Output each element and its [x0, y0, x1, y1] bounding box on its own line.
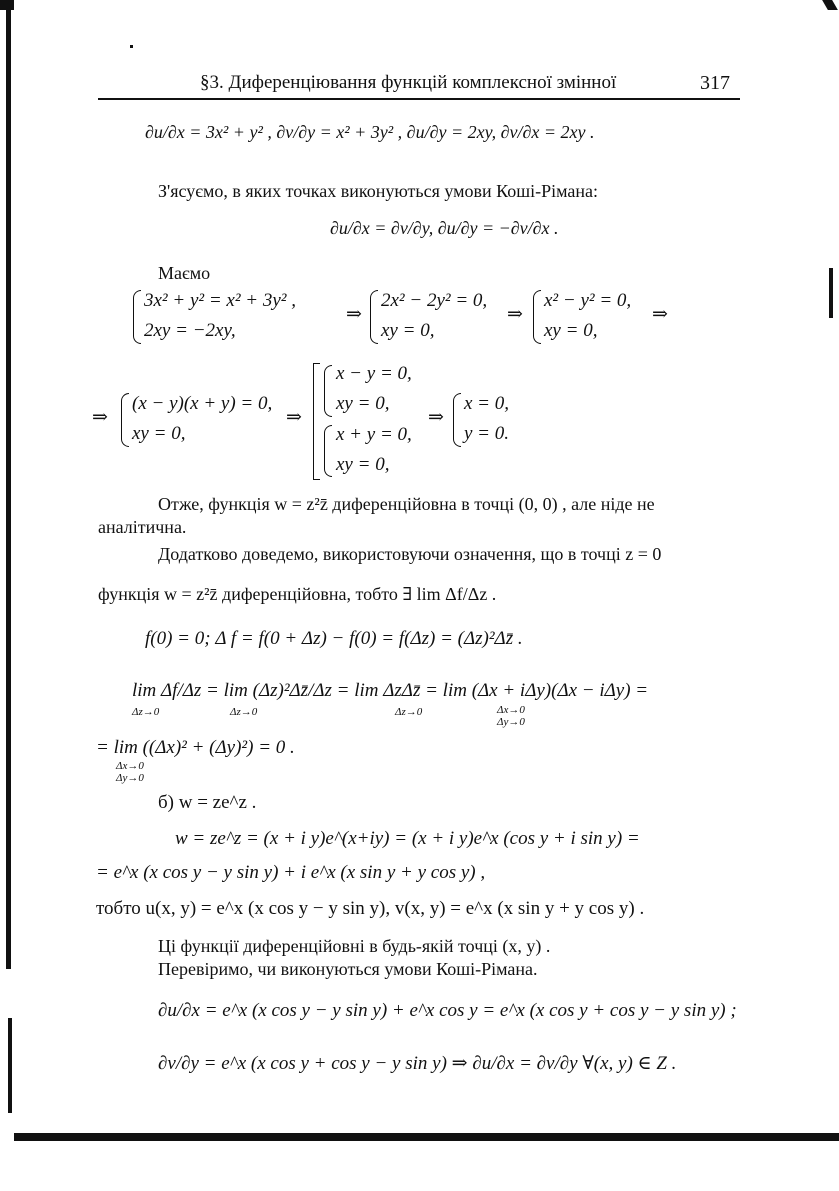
system-brace-6 — [453, 393, 461, 447]
equation-du-dx: ∂u/∂x = e^x (x cos y − y sin y) + e^x cos y = e^x (x cos y + cos y − y sin y) ; — [158, 1000, 737, 1021]
equation-f0: f(0) = 0; Δ f = f(0 + Δz) − f(0) = f(Δz) = (Δz)²Δz̄ . — [145, 628, 523, 649]
equation-limit-result: = lim ((Δx)² + (Δy)²) = 0 . — [96, 737, 295, 758]
equation-u-v: тобто u(x, y) = e^x (x cos y − y sin y), v(x, y) = e^x (x sin y + y cos y) . — [96, 898, 645, 919]
paragraph-otzhe-line1: Отже, функція w = z²z̄ диференційовна в точці (0, 0) , але ніде не — [158, 494, 655, 514]
header-rule — [98, 98, 740, 100]
limit-subscript: Δz→0 — [230, 706, 258, 718]
equation-w-line2: = e^x (x cos y − y sin y) + i e^x (x sin y + y cos y) , — [96, 862, 486, 883]
implies-arrow: ⇒ — [346, 304, 362, 325]
implies-arrow: ⇒ — [428, 407, 444, 428]
limit-subscript: Δx→0 — [497, 704, 525, 716]
equation-w-line1: w = ze^z = (x + i y)e^(x+iy) = (x + i y)e^x (cos y + i sin y) = — [175, 828, 640, 849]
paragraph-maemo: Маємо — [158, 263, 211, 283]
limit-subscript: Δy→0 — [497, 716, 525, 728]
running-title: §3. Диференціювання функцій комплексної змінної — [200, 72, 617, 93]
limit-subscript: Δz→0 — [132, 706, 160, 718]
system5-eq-a: x − y = 0, — [336, 363, 412, 384]
system5-eq-d: xy = 0, — [336, 454, 390, 475]
system-brace-2 — [370, 290, 378, 344]
page-number: 317 — [700, 72, 730, 94]
system1-eq-a: 3x² + y² = x² + 3y² , — [144, 290, 296, 311]
scan-edge-left-top — [0, 0, 14, 10]
implies-arrow: ⇒ — [92, 407, 108, 428]
paragraph-dodatkovo-line1: Додатково доведемо, використовуючи означення, що в точці z = 0 — [158, 544, 662, 564]
implies-arrow: ⇒ — [286, 407, 302, 428]
limit-subscript: Δx→0 — [116, 760, 144, 772]
system3-eq-a: x² − y² = 0, — [544, 290, 632, 311]
paragraph-differentiable: Ці функції диференційовні в будь-якій точці (x, y) . — [158, 936, 551, 956]
equation-dv-dy: ∂v/∂y = e^x (x cos y + cos y − y sin y) ⇒ ∂u/∂x = ∂v/∂y ∀(x, y) ∈ Z . — [158, 1053, 677, 1074]
item-b: б) w = ze^z . — [158, 792, 257, 813]
limit-subscript: Δy→0 — [116, 772, 144, 784]
scan-corner-right — [822, 0, 838, 10]
paragraph-cauchy-riemann: З'ясуємо, в яких точках виконуються умови Коші-Рімана: — [158, 181, 599, 201]
system2-eq-a: 2x² − 2y² = 0, — [381, 290, 488, 311]
scan-mark-right — [829, 268, 833, 318]
equation-cauchy-riemann: ∂u/∂x = ∂v/∂y, ∂u/∂y = −∂v/∂x . — [330, 218, 559, 238]
system3-eq-b: xy = 0, — [544, 320, 598, 341]
system1-eq-b: 2xy = −2xy, — [144, 320, 236, 341]
implies-arrow: ⇒ — [652, 304, 668, 325]
scan-edge-bottom — [14, 1133, 839, 1141]
system-brace-5b — [324, 425, 332, 477]
system4-eq-a: (x − y)(x + y) = 0, — [132, 393, 273, 414]
system-brace-3 — [533, 290, 541, 344]
scan-dot — [130, 45, 133, 48]
system6-eq-b: y = 0. — [464, 423, 510, 444]
limit-subscript: Δz→0 — [395, 706, 423, 718]
scan-edge-left — [6, 4, 11, 969]
system-brace-5a — [324, 365, 332, 417]
equation-limit: lim Δf/Δz = lim (Δz)²Δz̄/Δz = lim ΔzΔz̄ = lim (Δx + iΔy)(Δx − iΔy) = — [132, 680, 649, 701]
system-brace-1 — [133, 290, 141, 344]
paragraph-check-cr: Перевіримо, чи виконуються умови Коші-Рімана. — [158, 959, 538, 979]
implies-arrow: ⇒ — [507, 304, 523, 325]
square-bracket — [313, 363, 320, 480]
paragraph-otzhe-line2: аналітична. — [98, 517, 187, 537]
paragraph-dodatkovo-line2: функція w = z²z̄ диференційовна, тобто ∃ lim Δf/Δz . — [98, 584, 497, 604]
system-brace-4 — [121, 393, 129, 447]
system5-eq-c: x + y = 0, — [336, 424, 412, 445]
equation-partials: ∂u/∂x = 3x² + y² , ∂v/∂y = x² + 3y² , ∂u/∂y = 2xy, ∂v/∂x = 2xy . — [145, 122, 595, 142]
system4-eq-b: xy = 0, — [132, 423, 186, 444]
system5-eq-b: xy = 0, — [336, 393, 390, 414]
scan-edge-left-lower — [8, 1018, 12, 1113]
system6-eq-a: x = 0, — [464, 393, 510, 414]
system2-eq-b: xy = 0, — [381, 320, 435, 341]
